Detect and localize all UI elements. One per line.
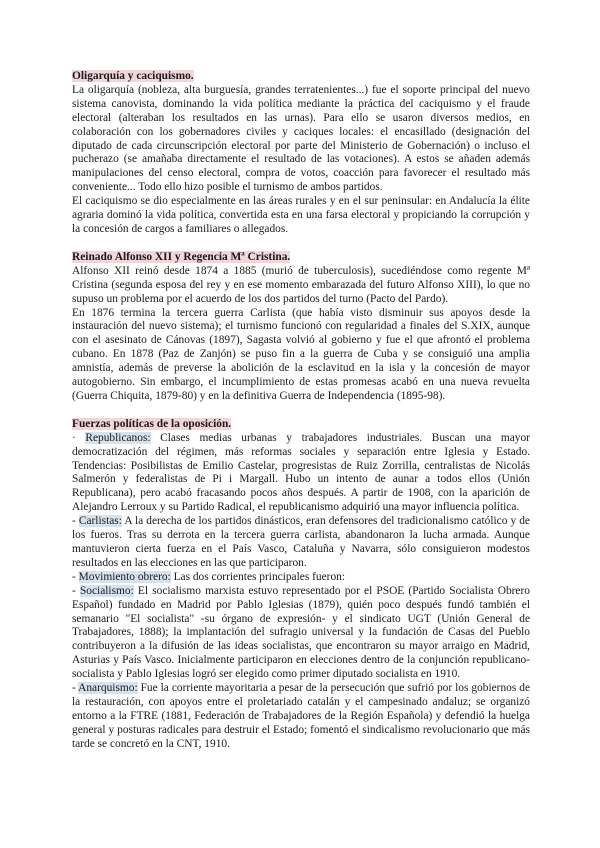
- list-item-movimiento-obrero: [72, 571, 530, 585]
- list-item-carlistas: [72, 515, 530, 571]
- item-term: Anarquismo:: [78, 682, 138, 695]
- item-prefix: -: [72, 515, 79, 528]
- list-item-republicanos: [72, 432, 530, 515]
- item-text: Fue la corriente mayoritaria a pesar de la persecución que sufrió por los gobiernos de la restauración, con apoyos entre el proletariado catalán y el campesinado andaluz; se organizó entorno a la FTRE (1881, Federación de Trabajadores de la Región Española) y defendió la huelga general y posturas radicales para destruir el Estado; fomentó el sindicalismo revolucionario que más tarde se concretó en la CNT, 1910.: [72, 682, 531, 750]
- paragraph: En 1876 termina la tercera guerra Carlista (que había visto disminuir sus apoyos desde la instauración del nuevo sistema); el turnismo funcionó con regularidad a finales del S.XIX, aunque con el asesinato de Cánovas (1897), Sagasta volvió al gobierno y fue el que afrontó el problema cubano. En 1878 (Paz de Zanjón) se puso fin a la guerra de Cuba y se consiguió una amplia amnistía, además de preverse la abolición de la esclavitud en la isla y la concesión de mayor autogobierno. Sin embargo, el incumplimiento de estas promesas acabó en una nueva revuelta (Guerra Chiquita, 1879-80) y en la definitiva Guerra de Independencia (1895-98).: [72, 306, 530, 402]
- list-item-anarquismo: [72, 682, 530, 752]
- item-prefix: ·: [72, 431, 86, 444]
- item-text: Las dos corrientes principales fueron:: [170, 570, 345, 583]
- section-heading: [72, 70, 530, 84]
- list-item-socialismo: [72, 585, 530, 682]
- item-prefix: -: [72, 584, 80, 597]
- heading-text: Fuerzas políticas de la oposición.: [72, 417, 232, 430]
- item-term: Socialismo:: [79, 584, 134, 597]
- section-heading: [72, 418, 530, 432]
- item-prefix: -: [72, 570, 79, 583]
- section-heading: [72, 251, 530, 265]
- item-text: Clases medias urbanas y trabajadores industriales. Buscan una mayor democratización del régimen, más reformas sociales y separación entre Iglesia y Estado. Tendencias: Posibilistas de Emilio Castelar, progresistas de Ruiz Zorrilla, centralistas de Nicolás Salmerón y federalistas de Pi i Margall. Hubo un intento de aunar a todos ellos (Unión Republicana), pero acabó fracasando pocos años después. A partir de 1908, con la aparición de Alejandro Lerroux y su Partido Radical, el republicanismo adquirió una mayor influencia política.: [72, 431, 530, 514]
- section-oligarquia: [72, 70, 530, 237]
- section-reinado: [72, 251, 530, 404]
- section-oposicion: [72, 418, 530, 752]
- paragraph: El caciquismo se dio especialmente en las áreas rurales y en el sur peninsular: en Andalucía la élite agraria dominó la vida política, convertida esta en una farsa electoral y propiciando la corrupción y la concesión de cargos a familiares o allegados.: [72, 195, 530, 235]
- paragraph: La oligarquía (nobleza, alta burguesía, grandes terratenientes...) fue el soporte principal del nuevo sistema canovista, dominando la vida política mediante la práctica del caciquismo y el fraude electoral (alteraban los resultados en las urnas). Para ello se usaron diversos medios, en colaboración con los gobernadores civiles y caciques locales: el encasillado (designación del diputado de cada circunscripción electoral por parte del Ministerio de Gobernación) o incluso el pucherazo (se amañaba directamente el resultado de las votaciones). A estos se añaden además manipulaciones del censo electoral, compra de votos, coacción para favorecer el resultado más conveniente... Todo ello hizo posible el turnismo de ambos partidos.: [72, 83, 530, 194]
- item-text: A la derecha de los partidos dinásticos, eran defensores del tradicionalismo católico y de los fueros. Tras su derrota en la tercera guerra carlista, abandonaron la lucha armada. Aunque mantuvieron cierta fuerza en el País Vasco, Cataluña y Navarra, sólo consiguieron modestos resultados en las elecciones en las que participaron.: [72, 515, 530, 569]
- document-page: [72, 70, 530, 752]
- heading-text: Oligarquía y caciquismo.: [72, 70, 194, 82]
- paragraph: Alfonso XII reinó desde 1874 a 1885 (murió de tuberculosis), sucediéndose como regente Mª Cristina (segunda esposa del rey y en ese momento embarazada del futuro Alfonso XIII), lo que no supuso un problema por el acuerdo de los dos partidos del turno (Pacto del Pardo).: [72, 264, 530, 305]
- heading-text: Reinado Alfonso XII y Regencia Mª Cristina.: [72, 250, 291, 263]
- item-prefix: -: [72, 682, 79, 695]
- item-term: Movimiento obrero:: [78, 570, 171, 583]
- item-term: Republicanos:: [85, 431, 151, 444]
- item-term: Carlistas:: [78, 515, 122, 528]
- item-text: El socialismo marxista estuvo representado por el PSOE (Partido Socialista Obrero Español) fundado en Madrid por Pablo Iglesias (1879), quién poco después fundó también el semanario "El socialista" -su órgano de expresión- y el sindicato UGT (Unión General de Trabajadores, 1888); la implantación del sufragio universal y la fundación de Casas del Pueblo contribuyeron a la difusión de las ideas socialistas, que encontraron su mayor arraigo en Madrid, Asturias y País Vasco. Inicialmente participaron en elecciones dentro de la conjunción republicano-socialista y Pablo Iglesias logró ser elegido como primer diputado socialista en 1910.: [72, 584, 530, 681]
